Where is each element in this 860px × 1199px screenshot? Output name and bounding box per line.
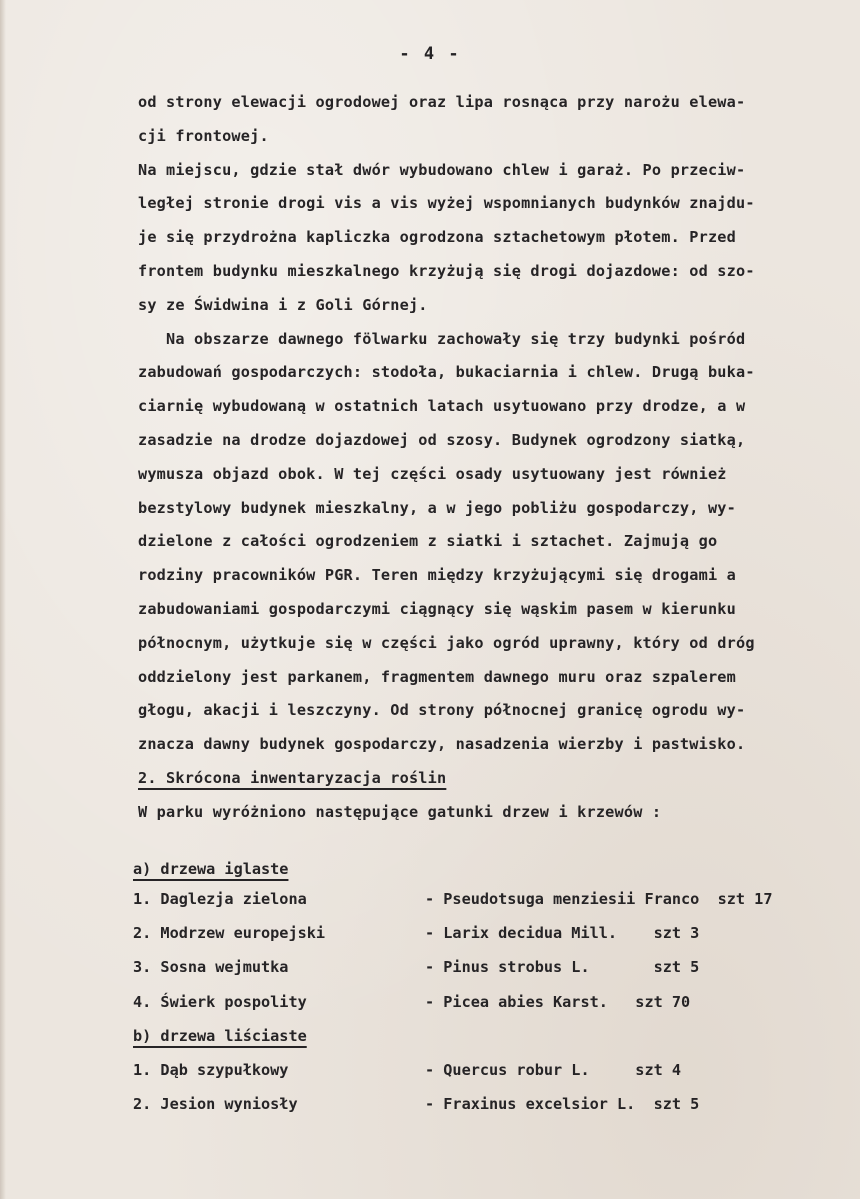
text-line: Na miejscu, gdzie stał dwór wybudowano chlew i garaż. Po przeciw-	[138, 160, 746, 179]
species-name: 1. Dąb szypułkowy	[133, 1060, 289, 1079]
text-line: oddzielony jest parkanem, fragmentem dawnego muru oraz szpalerem	[138, 667, 736, 686]
text-line: je się przydrożna kapliczka ogrodzona sztachetowym płotem. Przed	[138, 228, 736, 247]
species-name: 2. Jesion wyniosły	[133, 1095, 298, 1114]
text-line: od strony elewacji ogrodowej oraz lipa rosnąca przy narożu elewa-	[138, 93, 746, 111]
species-name: 3. Sosna wejmutka	[133, 958, 289, 977]
species-latin: - Quercus robur L. szt 4	[425, 1060, 682, 1079]
section-heading: 2. Skrócona inwentaryzacja roślin	[138, 768, 447, 787]
species-latin: - Pseudotsuga menziesii Franco szt 17	[425, 890, 773, 908]
body-text	[138, 86, 838, 830]
species-name: 1. Daglezja zielona	[133, 890, 307, 908]
species-latin: - Picea abies Karst. szt 70	[425, 992, 691, 1011]
text-line: Na obszarze dawnego fölwarku zachowały się trzy budynki pośród	[138, 329, 746, 348]
page-edge-shadow	[0, 0, 6, 1199]
text-line: ciarnię wybudowaną w ostatnich latach usytuowano przy drodze, a w	[138, 397, 746, 416]
species-name: 2. Modrzew europejski	[133, 924, 326, 943]
text-line: frontem budynku mieszkalnego krzyżują się drogi dojazdowe: od szo-	[138, 261, 755, 280]
text-line: rodziny pracowników PGR. Teren między krzyżującymi się drogami a	[138, 566, 736, 585]
species-latin: - Larix decidua Mill. szt 3	[425, 924, 700, 943]
text-line: zabudowaniami gospodarczymi ciągnący się wąskim pasem w kierunku	[138, 599, 736, 618]
text-line: północnym, użytkuje się w części jako ogród uprawny, który od dróg	[138, 633, 755, 652]
text-line: zabudowań gospodarczych: stodoła, bukaciarnia i chlew. Drugą buka-	[138, 363, 755, 382]
deciduous-heading: b) drzewa liściaste	[133, 1026, 307, 1045]
text-line: bezstylowy budynek mieszkalny, a w jego pobliżu gospodarczy, wy-	[138, 498, 736, 517]
text-line: znacza dawny budynek gospodarczy, nasadzenia wierzby i pastwisko.	[138, 735, 746, 754]
text-line: cji frontowej.	[138, 126, 269, 145]
species-latin: - Fraxinus excelsior L. szt 5	[425, 1095, 700, 1114]
species-name: 4. Świerk pospolity	[133, 992, 307, 1011]
species-latin: - Pinus strobus L. szt 5	[425, 958, 700, 977]
text-line: wymusza objazd obok. W tej części osady usytuowany jest również	[138, 464, 727, 483]
text-line: dzielone z całości ogrodzeniem z siatki i sztachet. Zajmują go	[138, 532, 718, 551]
text-line: zasadzie na drodze dojazdowej od szosy. Budynek ogrodzony siatką,	[138, 430, 746, 449]
text-line: głogu, akacji i leszczyny. Od strony północnej granicę ogrodu wy-	[138, 701, 746, 720]
page-number: - 4 -	[399, 44, 461, 64]
intro-line: W parku wyróżniono następujące gatunki drzew i krzewów :	[138, 802, 662, 821]
text-line: ległej stronie drogi vis a vis wyżej wspomnianych budynków znajdu-	[138, 194, 755, 213]
conifers-heading: a) drzewa iglaste	[133, 860, 289, 878]
text-line: sy ze Świdwina i z Goli Górnej.	[138, 295, 428, 314]
